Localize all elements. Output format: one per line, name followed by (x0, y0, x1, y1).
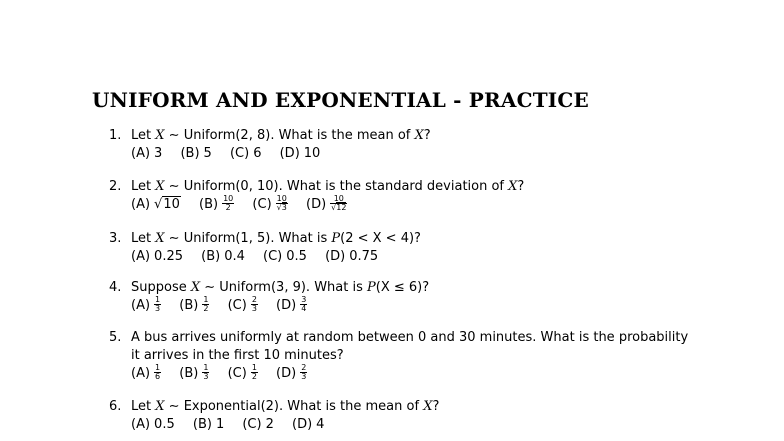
relation: ∼ (164, 128, 184, 143)
relation: ∼ (200, 280, 220, 295)
question-number: 3. (109, 231, 122, 246)
option-letter: (A) (131, 417, 151, 432)
option-c[interactable] (227, 362, 258, 383)
option-d[interactable] (280, 145, 321, 163)
answer-options (109, 362, 688, 383)
stem-suffix: ? (432, 399, 440, 414)
option-a[interactable] (131, 196, 181, 214)
stem-text: Uniform(1, 5). What is (183, 231, 332, 246)
denominator: √3 (276, 202, 287, 212)
stem-suffix: ? (414, 231, 421, 246)
fraction (276, 195, 288, 212)
radicand: 3 (281, 202, 287, 212)
variable: X (155, 399, 165, 414)
fraction (300, 296, 307, 313)
option-letter: (D) (279, 146, 300, 161)
option-letter: (C) (263, 249, 283, 264)
radicand: 10 (163, 197, 180, 212)
stem-prefix: Suppose (131, 280, 191, 295)
denominator: 3 (301, 371, 307, 381)
question-stem (109, 127, 431, 145)
fraction (251, 364, 258, 381)
option-a[interactable] (131, 248, 183, 266)
option-letter: (D) (306, 197, 327, 212)
option-value: 0.5 (286, 249, 307, 264)
option-letter: (A) (131, 146, 151, 161)
denominator: 2 (203, 303, 209, 313)
stem-text: Exponential(2). What is the mean of (183, 399, 424, 414)
option-letter: (D) (325, 249, 346, 264)
fraction (300, 364, 307, 381)
probability-symbol: P (331, 231, 341, 246)
option-value: 0.75 (349, 249, 379, 264)
option-letter: (C) (227, 298, 247, 313)
denominator: 4 (301, 303, 307, 313)
radicand: 12 (336, 202, 347, 212)
option-letter: (D) (276, 366, 297, 381)
question-5 (109, 329, 688, 383)
probability-argument: (2 < X < 4) (340, 231, 415, 246)
option-letter: (C) (252, 197, 272, 212)
numerator: 1 (155, 362, 161, 372)
question-number: 4. (109, 280, 122, 295)
option-c[interactable] (242, 416, 274, 434)
probability-symbol: P (367, 280, 376, 295)
answer-options (109, 416, 439, 434)
option-a[interactable] (131, 362, 161, 383)
denominator: 2 (251, 371, 257, 381)
variable: X (508, 179, 518, 194)
option-letter: (A) (131, 249, 151, 264)
option-letter: (C) (229, 146, 250, 161)
fraction (202, 364, 209, 381)
option-letter: (B) (201, 249, 221, 264)
option-value: 0.5 (154, 417, 175, 432)
option-value: 10 (303, 146, 321, 161)
relation: ∼ (164, 399, 184, 414)
option-b[interactable] (199, 193, 234, 214)
variable: X (190, 280, 201, 295)
sqrt-expression: √10 (154, 197, 180, 212)
numerator: 10 (276, 193, 287, 203)
variable: X (423, 399, 433, 414)
option-letter: (B) (192, 417, 212, 432)
answer-options (109, 145, 431, 163)
denominator: 3 (251, 303, 257, 313)
question-number: 2. (109, 179, 122, 194)
stem-prefix: Let (131, 179, 156, 194)
answer-options (109, 193, 524, 214)
denominator: 6 (155, 371, 161, 381)
page-title: UNIFORM AND EXPONENTIAL - PRACTICE (92, 88, 589, 112)
option-value: 0.4 (224, 249, 245, 264)
option-b[interactable] (179, 294, 209, 315)
option-d[interactable] (276, 362, 307, 383)
option-letter: (A) (131, 366, 151, 381)
option-value: 4 (316, 417, 325, 432)
numerator: 1 (251, 362, 257, 372)
question-3 (109, 230, 421, 266)
option-value: 1 (215, 417, 225, 432)
option-value: 6 (253, 146, 262, 161)
option-d[interactable] (325, 248, 378, 266)
numerator: 1 (203, 362, 209, 372)
variable: X (155, 231, 165, 246)
fraction (202, 296, 209, 313)
stem-prefix: Let (131, 231, 156, 246)
option-letter: (C) (242, 417, 262, 432)
question-number: 6. (109, 399, 122, 414)
relation: ∼ (164, 231, 184, 246)
option-b[interactable] (179, 362, 209, 383)
numerator: 1 (203, 294, 209, 304)
option-c[interactable] (227, 294, 258, 315)
stem-suffix: ? (423, 128, 431, 143)
probability-argument: (X ≤ 6) (375, 280, 423, 295)
fraction (222, 195, 234, 212)
numerator: 2 (301, 362, 307, 372)
option-value: 0.25 (154, 249, 183, 264)
stem-suffix: ? (422, 280, 430, 295)
option-c[interactable] (263, 248, 307, 266)
numerator: 1 (155, 294, 161, 304)
question-1 (109, 127, 431, 163)
question-4 (109, 279, 429, 315)
stem-text: Uniform(2, 8). What is the mean of (183, 128, 415, 143)
stem-line-1: A bus arrives uniformly at random between 0 and 30 minutes. What is the probability (131, 330, 689, 345)
option-value: 5 (203, 146, 212, 161)
option-letter: (A) (131, 298, 151, 313)
denominator: 3 (155, 303, 161, 313)
stem-prefix: Let (131, 399, 156, 414)
numerator: 10 (223, 193, 234, 203)
option-a[interactable] (131, 145, 162, 163)
question-6 (109, 398, 439, 434)
variable: X (155, 179, 165, 194)
answer-options (109, 248, 421, 266)
variable: X (155, 128, 165, 143)
numerator: 10 (330, 195, 347, 204)
denominator: √12 (331, 202, 347, 212)
question-2 (109, 178, 524, 214)
option-b[interactable] (180, 145, 211, 163)
relation: ∼ (164, 179, 184, 194)
answer-options (109, 294, 429, 315)
option-value: 2 (265, 417, 274, 432)
variable: X (414, 128, 424, 143)
option-d[interactable] (292, 416, 324, 434)
option-c[interactable] (230, 145, 262, 163)
stem-text: Uniform(3, 9). What is (219, 280, 367, 295)
option-letter: (D) (292, 417, 313, 432)
fraction (330, 195, 347, 212)
option-letter: (C) (227, 366, 247, 381)
option-letter: (B) (179, 298, 199, 313)
option-d[interactable] (306, 193, 347, 214)
option-letter: (B) (199, 197, 219, 212)
denominator: 2 (225, 202, 231, 212)
stem-line-2: it arrives in the first 10 minutes? (131, 348, 344, 363)
option-c[interactable] (252, 193, 287, 214)
option-letter: (B) (180, 146, 200, 161)
option-d[interactable] (276, 294, 307, 315)
question-stem (109, 230, 421, 248)
numerator: 2 (251, 294, 257, 304)
question-number: 1. (109, 128, 122, 143)
option-b[interactable] (193, 416, 224, 434)
fraction (154, 296, 161, 313)
stem-prefix: Let (131, 128, 156, 143)
denominator: 3 (203, 371, 209, 381)
fraction (154, 364, 161, 381)
option-value: 3 (154, 146, 163, 161)
stem-suffix: ? (517, 179, 525, 194)
question-stem (109, 398, 439, 416)
option-letter: (D) (276, 298, 297, 313)
option-letter: (B) (179, 366, 199, 381)
option-b[interactable] (201, 248, 245, 266)
option-letter: (A) (131, 197, 151, 212)
question-number: 5. (109, 330, 122, 345)
question-stem (109, 329, 688, 347)
option-a[interactable] (131, 294, 161, 315)
fraction (251, 296, 258, 313)
question-stem (109, 178, 524, 196)
stem-text: Uniform(0, 10). What is the standard deviation of (183, 179, 509, 194)
numerator: 3 (301, 294, 307, 304)
option-a[interactable] (131, 416, 175, 434)
